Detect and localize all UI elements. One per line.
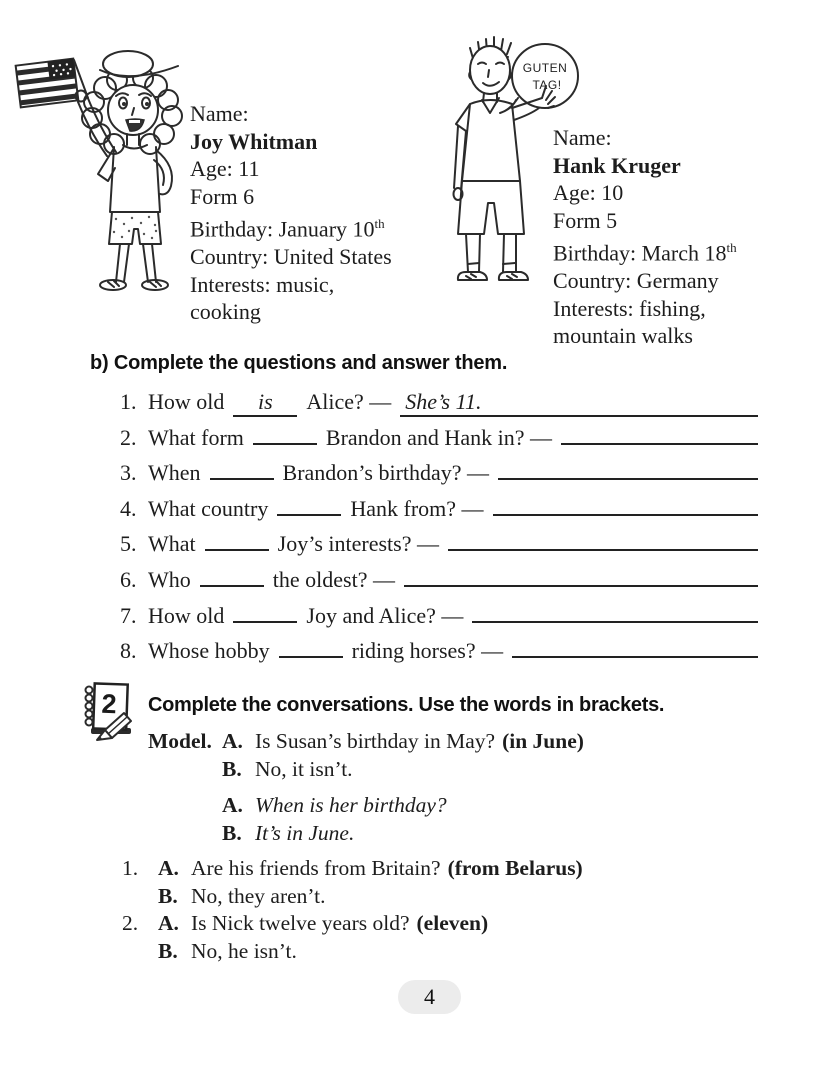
question-row — [120, 638, 758, 674]
gap-blank[interactable] — [233, 621, 297, 623]
joy-birthday — [190, 210, 392, 243]
speaker-b: B. — [222, 821, 242, 845]
hank-profile-card — [553, 124, 737, 350]
line-text: Is Nick twelve years old? — [191, 911, 410, 935]
question-row — [120, 603, 758, 639]
gap-blank[interactable] — [210, 478, 274, 480]
question-text: Who — [148, 566, 191, 592]
question-number: 4. — [120, 495, 137, 521]
item-2-line-b — [122, 939, 583, 967]
model-block — [148, 729, 584, 849]
question-number: 3. — [120, 460, 137, 486]
item-number: 2. — [122, 911, 139, 935]
item-number: 1. — [122, 856, 139, 880]
answer-blank[interactable] — [498, 478, 758, 480]
question-number: 7. — [120, 602, 137, 628]
question-row — [120, 531, 758, 567]
us-flag-icon — [16, 59, 79, 108]
speaker-a: A. — [222, 793, 243, 817]
answer-blank[interactable]: She’s 11. — [400, 389, 758, 417]
model-line-a1 — [222, 729, 584, 757]
conversation-items — [122, 856, 583, 966]
model-line-a2 — [222, 793, 584, 821]
line-text: Is Susan’s birthday in May? — [255, 729, 496, 753]
speaker-b: B. — [222, 757, 242, 781]
dotted-shorts — [109, 212, 161, 244]
line-text: When is her birthday? — [255, 793, 447, 817]
gap-blank[interactable] — [205, 549, 269, 551]
answer-blank[interactable] — [493, 514, 758, 516]
exercise-number: 2 — [101, 688, 118, 720]
item-2-line-a — [122, 911, 583, 939]
bracket-hint: (eleven) — [416, 911, 489, 935]
notebook-icon — [79, 679, 141, 743]
line-text: Are his friends from Britain? — [191, 856, 441, 880]
line-text: No, he isn’t. — [191, 938, 297, 963]
hank-birthday-text: Birthday: March 18 — [553, 240, 727, 266]
gap-blank[interactable] — [253, 443, 317, 445]
speaker-b: B. — [158, 938, 178, 963]
question-number: 5. — [120, 531, 137, 557]
speech-line-1: GUTEN — [522, 61, 568, 75]
answer-blank[interactable] — [512, 656, 758, 658]
model-label: Model. — [148, 729, 212, 753]
question-text: What form — [148, 424, 244, 450]
question-row — [120, 425, 758, 461]
page-number-badge: 4 — [398, 980, 461, 1014]
question-row — [120, 496, 758, 532]
exercise-b-heading: b) Complete the questions and answer them. — [90, 352, 508, 374]
sandals — [100, 280, 168, 290]
joy-profile-card — [190, 100, 392, 326]
joy-name: Joy Whitman — [190, 128, 318, 154]
question-number: 8. — [120, 638, 137, 664]
question-number: 1. — [120, 389, 137, 414]
speaker-a: A. — [158, 856, 179, 880]
joy-country: Country: United States — [190, 244, 392, 270]
speech-bubble — [500, 44, 578, 113]
model-line-b2 — [222, 821, 584, 849]
question-text: Brandon’s birthday? — — [282, 460, 490, 486]
question-row — [120, 460, 758, 496]
hat — [100, 51, 178, 77]
hank-age: Age: 10 — [553, 180, 624, 206]
bracket-hint: (in June) — [502, 729, 584, 753]
question-text: the oldest? — — [272, 566, 395, 592]
answer-blank[interactable] — [561, 443, 758, 445]
name-label: Name: — [190, 101, 249, 126]
hank-name: Hank Kruger — [553, 152, 681, 178]
model-gap — [222, 785, 584, 793]
hank-birthday — [553, 234, 737, 267]
item-1-line-b — [122, 884, 583, 912]
question-number: 2. — [120, 424, 137, 450]
question-text: What — [148, 531, 196, 557]
question-text: riding horses? — — [351, 638, 504, 664]
joy-interests-2: cooking — [190, 299, 261, 325]
question-text: Joy and Alice? — — [306, 602, 464, 628]
question-text: What country — [148, 495, 269, 521]
answer-blank[interactable] — [448, 549, 758, 551]
hank-form: Form 5 — [553, 207, 618, 233]
model-line-b1 — [222, 757, 584, 785]
ordinal-suffix: th — [374, 216, 385, 232]
gap-blank[interactable]: is — [233, 389, 297, 417]
speaker-a: A. — [158, 911, 179, 935]
bracket-hint: (from Belarus) — [447, 856, 583, 880]
model-lines — [222, 729, 584, 849]
question-row — [120, 567, 758, 603]
question-text: When — [148, 460, 201, 486]
item-1-line-a — [122, 856, 583, 884]
joy-birthday-text: Birthday: January 10 — [190, 216, 375, 242]
joy-illustration — [10, 38, 190, 293]
question-text: How old — [148, 602, 225, 628]
speech-line-2: TAG! — [532, 78, 562, 92]
exercise-2-heading: Complete the conversations. Use the words in brackets. — [148, 694, 665, 716]
question-text: Joy’s interests? — — [277, 531, 439, 557]
name-label: Name: — [553, 125, 612, 150]
question-text: Whose hobby — [148, 638, 270, 664]
hank-country: Country: Germany — [553, 268, 719, 294]
answer-blank[interactable] — [404, 585, 758, 587]
joy-age: Age: 11 — [190, 156, 260, 182]
question-number: 6. — [120, 566, 137, 592]
question-list — [120, 389, 758, 674]
question-text: Alice? — — [306, 389, 392, 414]
answer-blank[interactable] — [472, 621, 758, 623]
line-text: No, it isn’t. — [255, 757, 353, 781]
joy-interests-1: Interests: music, — [190, 271, 335, 297]
question-text: How old — [148, 389, 225, 414]
ordinal-suffix: th — [726, 240, 737, 256]
speaker-a: A. — [222, 729, 243, 753]
hank-interests-2: mountain walks — [553, 323, 693, 349]
joy-form: Form 6 — [190, 183, 255, 209]
question-row — [120, 389, 758, 425]
gap-blank[interactable] — [279, 656, 343, 658]
gap-blank[interactable] — [200, 585, 264, 587]
line-text: No, they aren’t. — [191, 883, 326, 908]
question-text: Brandon and Hank in? — — [325, 424, 552, 450]
hank-interests-1: Interests: fishing, — [553, 295, 706, 321]
speaker-b: B. — [158, 883, 178, 908]
line-text: It’s in June. — [255, 821, 355, 845]
spiral-binding — [86, 687, 93, 726]
gap-blank[interactable] — [277, 514, 341, 516]
question-text: Hank from? — — [350, 495, 484, 521]
sneakers — [458, 272, 528, 280]
